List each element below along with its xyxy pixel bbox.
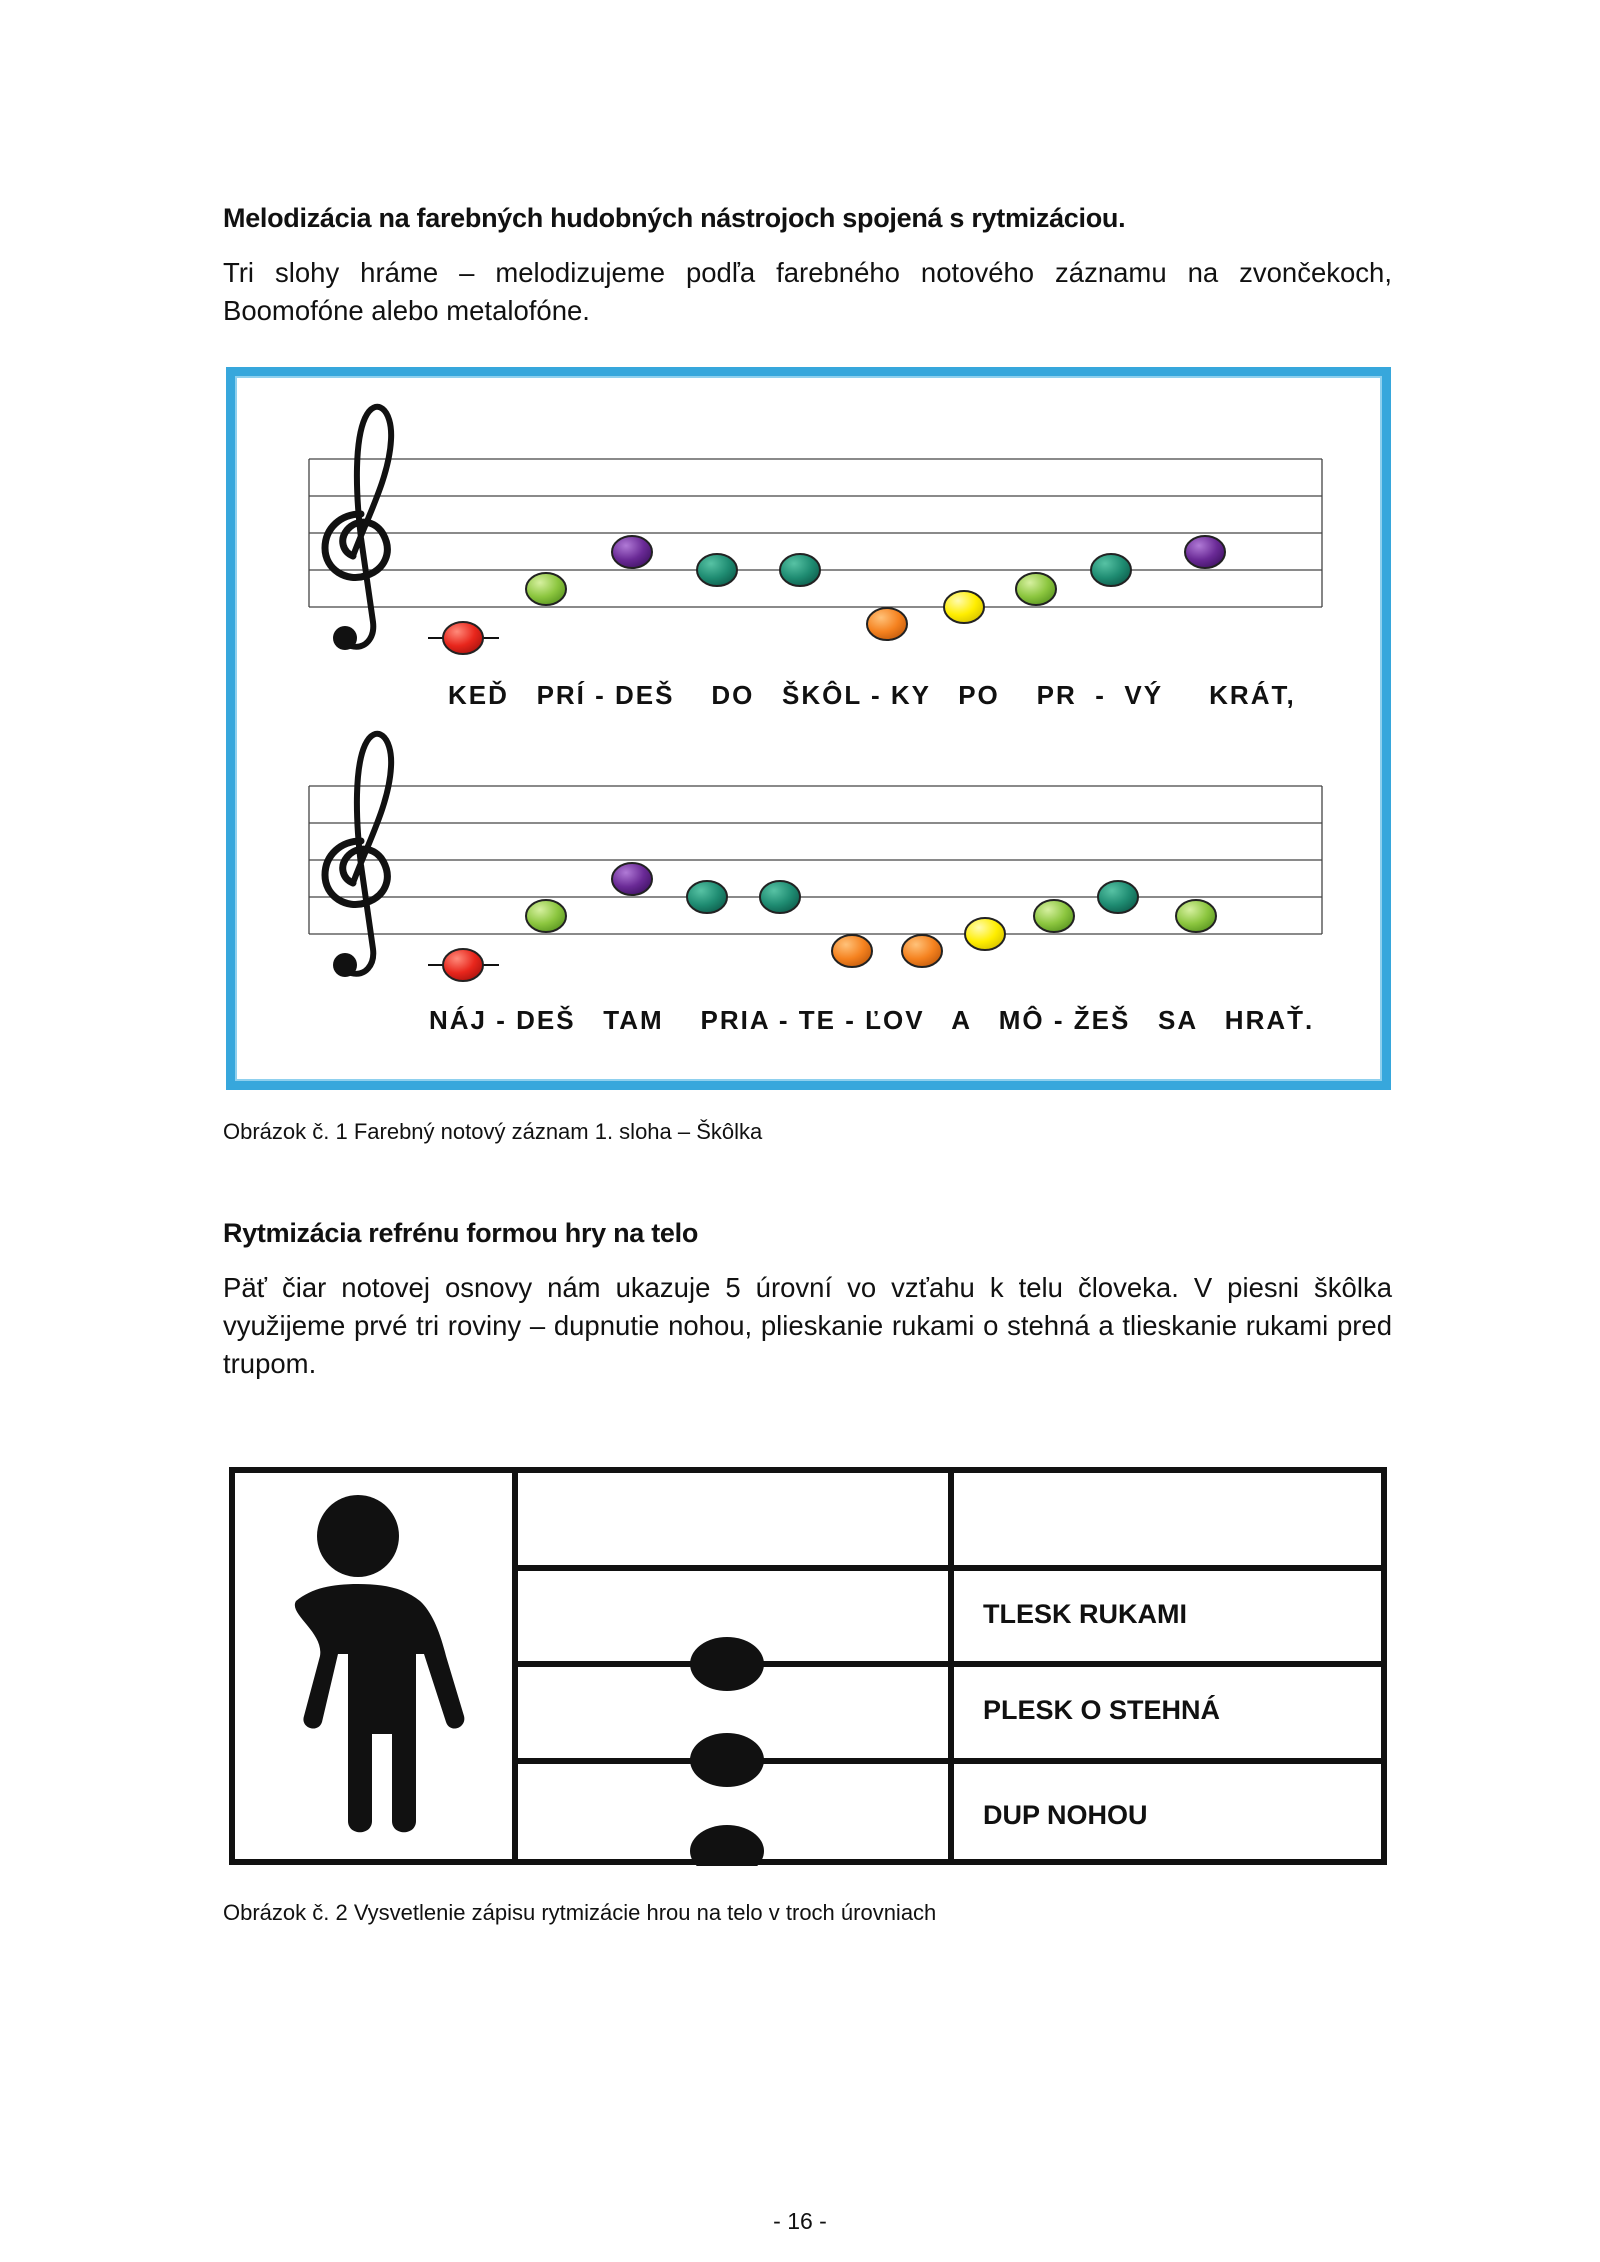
note-plesk: [690, 1733, 764, 1787]
label-dup-nohou: DUP NOHOU: [983, 1800, 1148, 1830]
treble-clef-icon: [325, 407, 391, 650]
note-purple: [612, 863, 652, 895]
label-tlesk-rukami: TLESK RUKAMI: [983, 1599, 1187, 1629]
note-yellow: [965, 918, 1005, 950]
note-orange: [902, 935, 942, 967]
note-orange: [867, 608, 907, 640]
rhythm-notes: [690, 1637, 764, 1866]
note-purple: [1185, 536, 1225, 568]
note-yellow: [944, 591, 984, 623]
note-teal: [697, 554, 737, 586]
section-paragraph-rhythm: Päť čiar notovej osnovy nám ukazuje 5 úrovní vo vzťahu k telu človeka. V piesni škôlka využijeme prvé tri roviny – dupnutie nohou, plieskanie rukami o stehná a tlieskanie rukami pred trupom.: [223, 1272, 1392, 1379]
colored-notation-figure: [226, 367, 1391, 1090]
person-icon: [295, 1495, 465, 1832]
lyrics-row-2: NÁJ - DEŠ TAM PRIA - TE - ĽOV A MÔ - ŽEŠ SA HRAŤ.: [429, 1005, 1315, 1035]
notes-row-2: [443, 863, 1216, 981]
note-teal: [687, 881, 727, 913]
lyrics-row-1: KEĎ PRÍ - DEŠ DO ŠKÔL - KY PO PR - VÝ KRÁT,: [448, 680, 1296, 710]
section-heading-melodization: Melodizácia na farebných hudobných nástrojoch spojená s rytmizáciou.: [223, 203, 1126, 233]
note-teal: [1091, 554, 1131, 586]
staff-1: [309, 459, 1322, 607]
note-tlesk: [690, 1637, 764, 1691]
treble-clef-icon: [325, 734, 391, 977]
figure-2-caption: Obrázok č. 2 Vysvetlenie zápisu rytmizácie hrou na telo v troch úrovniach: [223, 1900, 937, 1925]
note-green: [1016, 573, 1056, 605]
section-paragraph-melodization: Tri slohy hráme – melodizujeme podľa farebného notového záznamu na zvončekoch, Boomofóne alebo metalofóne.: [223, 257, 1392, 326]
note-green: [526, 900, 566, 932]
notation-staves: [235, 376, 1382, 1081]
label-plesk-o-stehna: PLESK O STEHNÁ: [983, 1695, 1221, 1725]
page-number: - 16 -: [773, 2208, 827, 2234]
note-red: [443, 622, 483, 654]
note-dup: [690, 1825, 764, 1866]
staff-2: [309, 786, 1322, 934]
body-percussion-figure: [228, 1466, 1388, 1866]
note-teal: [760, 881, 800, 913]
note-orange: [832, 935, 872, 967]
note-teal: [780, 554, 820, 586]
note-purple: [612, 536, 652, 568]
note-green: [1176, 900, 1216, 932]
body-percussion-table: [228, 1466, 1388, 1866]
note-teal: [1098, 881, 1138, 913]
note-green: [526, 573, 566, 605]
note-green: [1034, 900, 1074, 932]
section-heading-rhythm: Rytmizácia refrénu formou hry na telo: [223, 1218, 699, 1248]
note-red: [443, 949, 483, 981]
notes-row-1: [443, 536, 1225, 654]
figure-1-caption: Obrázok č. 1 Farebný notový záznam 1. sloha – Škôlka: [223, 1119, 763, 1144]
